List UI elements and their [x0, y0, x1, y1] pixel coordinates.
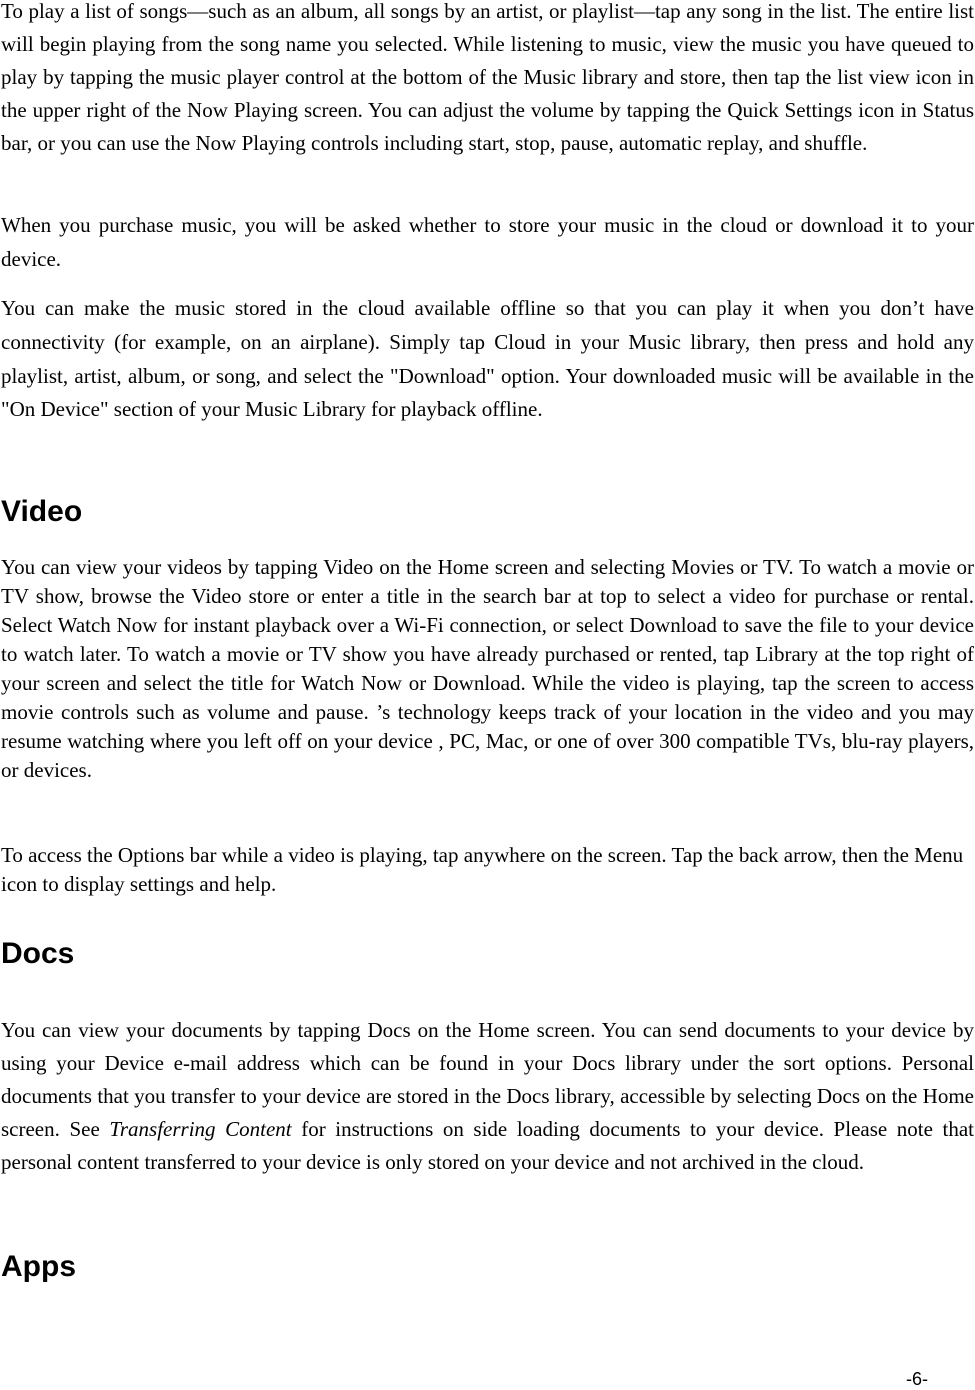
docs-link-transferring-content: Transferring Content	[109, 1117, 292, 1141]
video-paragraph-view: You can view your videos by tapping Video on the Home screen and selecting Movies or TV. To watch a movie or TV show, browse the Video store or enter a title in the search bar at top to select a video for purchase or rental. Select Watch Now for instant playback over a Wi-Fi connection, or select Download to save the file to your device to watch later. To watch a movie or TV show you have already purchased or rented, tap Library at the top right of your screen and select the title for Watch Now or Download. While the video is playing, tap the screen to access movie controls such as volume and pause. ’s technology keeps track of your location in the video and you may resume watching where you left off on your device , PC, Mac, or one of over 300 compatible TVs, blu-ray players, or devices.	[1, 555, 974, 782]
docs-paragraph	[1, 1014, 974, 1179]
music-paragraph-offline: You can make the music stored in the cloud available offline so that you can play it when you don’t have connectivity (for example, on an airplane). Simply tap Cloud in your Music library, then press and hold any playlist, artist, album, or song, and select the "Download" option. Your downloaded music will be available in the "On Device" section of your Music Library for playback offline.	[1, 296, 974, 422]
section-heading-docs: Docs	[1, 937, 75, 970]
music-paragraph-purchase: When you purchase music, you will be asked whether to store your music in the cloud or download it to your device.	[1, 213, 974, 271]
section-heading-video: Video	[1, 495, 83, 528]
page-number: -6-	[906, 1369, 928, 1389]
section-heading-apps: Apps	[1, 1250, 76, 1283]
docs-text-after: for instructions on side loading documents to your device. Please note that personal content transferred to your device is only stored on your device and not archived in the cloud.	[1, 1117, 975, 1174]
music-paragraph-queue: To play a list of songs—such as an album, all songs by an artist, or playlist—tap any song in the list. The entire list will begin playing from the song name you selected. While listening to music, view the music you have queued to play by tapping the music player control at the bottom of the Music library and store, then tap the list view icon in the upper right of the Now Playing screen. You can adjust the volume by tapping the Quick Settings icon in Status bar, or you can use the Now Playing controls including start, stop, pause, automatic replay, and shuffle.	[1, 0, 974, 155]
docs-text-before: You can view your documents by tapping Docs on the Home screen. You can send documents to your device by using your Device e-mail address which can be found in your Docs library under the sort options. Personal documents that you transfer to your device are stored in the Docs library, accessible by selecting Docs on the Home screen. See	[1, 1018, 974, 1141]
video-paragraph-options: To access the Options bar while a video is playing, tap anywhere on the screen. Tap the back arrow, then the Menu icon to display settings and help.	[1, 843, 964, 896]
